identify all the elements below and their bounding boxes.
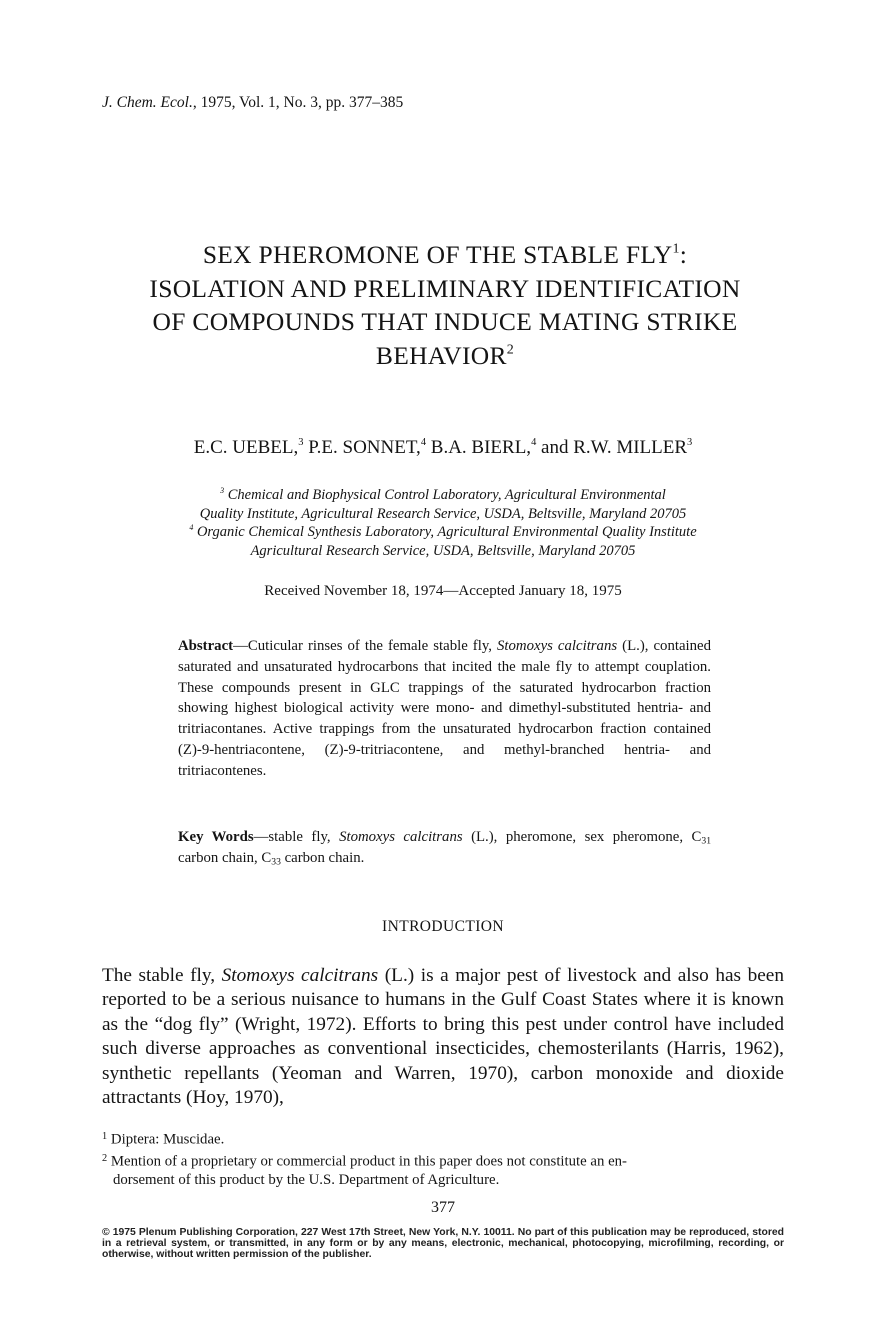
body-text-2: (L.) is a major pest of livestock and also has been reported to be a serious nuisance to humans in the Gulf Coast States where it is known as the “dog fly” (Wright, 1972). Efforts to bring this pest under control have included such diverse approaches as conventional insecticides, chemosterilants (Harris, 1962), synthetic repellants (Yeoman and Warren, 1970), carbon monoxide and dioxide attractants (Hoy, 1970), (102, 965, 784, 1109)
author-affiliation-mark: 3 (687, 437, 693, 449)
affiliation-4-text-1: Organic Chemical Synthesis Laboratory, Agricultural Environmental Quality Institute (196, 524, 697, 540)
received-dates: Received November 18, 1974—Accepted January 18, 1975 (264, 583, 622, 599)
journal-name: J. Chem. Ecol. (102, 94, 193, 111)
keywords-subscript-33: 33 (271, 856, 281, 868)
abstract-species: Stomoxys calcitrans (497, 638, 618, 654)
keywords-text-2: (L.), pheromone, sex pheromone, C (462, 829, 702, 845)
title-footnote-mark-2: 2 (506, 341, 515, 357)
affiliation-4-line-1 (60, 523, 826, 542)
title-footnote-mark-1: 1 (672, 241, 680, 257)
keywords-text-1: —stable fly, (253, 829, 340, 845)
title-line-1-colon: : (679, 240, 688, 269)
affiliation-3-line-1 (60, 486, 826, 505)
affiliation-3-mark: 3 (220, 486, 225, 496)
footnote-1 (102, 1128, 784, 1149)
body-species: Stomoxys calcitrans (221, 965, 379, 986)
title-line-4 (80, 339, 810, 373)
abstract-label: Abstract (178, 638, 234, 654)
key-words (178, 827, 711, 869)
affiliations (60, 486, 826, 560)
keywords-text-3: carbon chain, C (178, 849, 272, 866)
keywords-subscript-31: 31 (701, 835, 711, 847)
body-text-1: The stable fly, (102, 965, 222, 986)
section-heading: INTRODUCTION (382, 918, 504, 935)
keywords-label: Key Words (178, 829, 254, 845)
title-line-1 (80, 238, 810, 272)
paper-title (80, 238, 810, 372)
author-affiliation-mark: 3 (298, 437, 304, 449)
abstract (178, 636, 711, 782)
footnote-1-text: Diptera: Muscidae. (110, 1131, 225, 1148)
abstract-text-2: (L.), contained saturated and unsaturated hydrocarbons that incited the male fly to attempt couplation. These compounds present in GLC trappings of the saturated hydrocarbon fraction showing highest biological activity were mono- and dimethyl-substituted hentria- and tritriacontanes. Active trappings from the unsaturated hydrocarbon fraction contained (Z)-9-hentriacontene, (Z)-9-tritriacontene, and methyl-branched hentria- and tritriacontenes. (178, 638, 711, 779)
keywords-text-4: carbon chain. (280, 849, 365, 866)
footnote-2-text-b: dorsement of this product by the U.S. Department of Agriculture. (113, 1171, 500, 1188)
keywords-species: Stomoxys calcitrans (339, 829, 463, 845)
footnote-1-mark: 1 (102, 1131, 108, 1142)
author-name: B.A. BIERL, (430, 437, 532, 458)
author-list (60, 437, 826, 459)
page-number: 377 (431, 1199, 455, 1216)
affiliation-3-line-2: Quality Institute, Agricultural Research Service, USDA, Beltsville, Maryland 20705 (199, 505, 687, 522)
author-affiliation-mark: 4 (420, 437, 427, 449)
affiliation-4-mark: 4 (189, 523, 194, 533)
footnote-2-mark: 2 (102, 1153, 108, 1164)
affiliation-4-line-2: Agricultural Research Service, USDA, Beltsville, Maryland 20705 (250, 542, 636, 559)
title-line-3: OF COMPOUNDS THAT INDUCE MATING STRIKE (152, 307, 738, 336)
citation-details: , 1975, Vol. 1, No. 3, pp. 377–385 (192, 94, 404, 111)
body-paragraph (102, 964, 784, 1110)
author-name: and R.W. MILLER (541, 437, 688, 458)
author-affiliation-mark: 4 (531, 437, 537, 449)
affiliation-3-text-1: Chemical and Biophysical Control Laboratory, Agricultural Environmental (227, 487, 666, 503)
title-line-4-text: BEHAVIOR (375, 340, 507, 370)
copyright-notice: © 1975 Plenum Publishing Corporation, 227 West 17th Street, New York, N.Y. 10011. No part of this publication may be reproduced, stored in a retrieval system, or transmitted, in any form or by any means, electronic, mechanical, photocopying, microfilming, recording, or otherwise, without written permission of the publisher. (102, 1227, 784, 1260)
abstract-text-1: —Cuticular rinses of the female stable fly, (233, 638, 498, 654)
footnote-2-text-a: Mention of a proprietary or commercial product in this paper does not constitute an en- (110, 1153, 627, 1170)
title-line-1-text: SEX PHEROMONE OF THE STABLE FLY (202, 240, 673, 269)
author-name: P.E. SONNET, (308, 437, 421, 458)
title-line-2: ISOLATION AND PRELIMINARY IDENTIFICATION (149, 273, 741, 303)
journal-citation (102, 94, 403, 112)
footnote-2 (102, 1150, 784, 1189)
author-name: E.C. UEBEL, (193, 437, 299, 458)
